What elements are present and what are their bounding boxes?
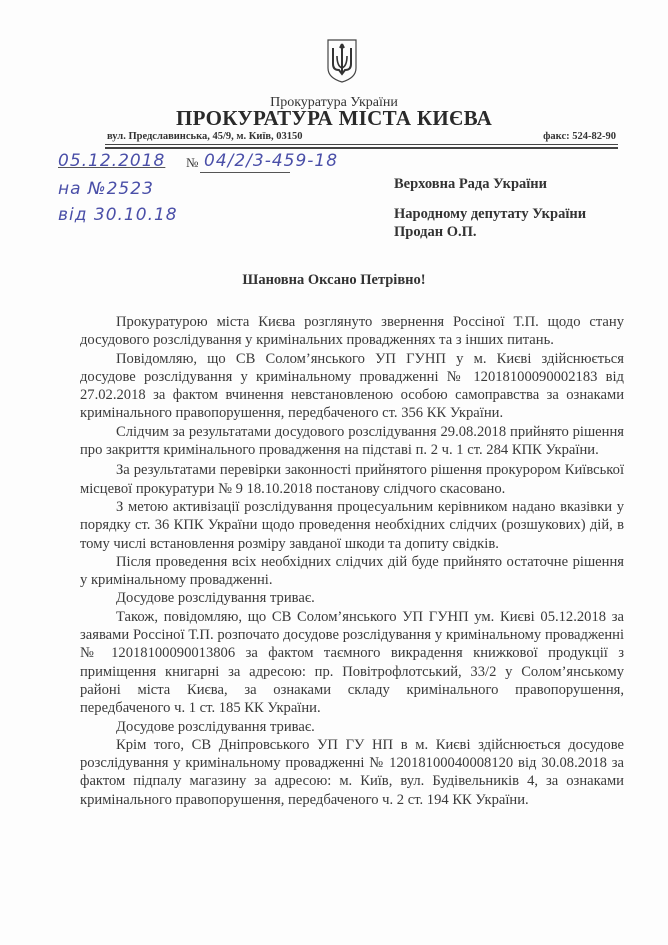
org-subtitle: Прокуратура України (270, 95, 398, 110)
addressee-institution: Верховна Рада України (394, 176, 547, 192)
letter-body (80, 313, 624, 809)
paragraph: Прокуратурою міста Києва розглянуто звернення Россіної Т.П. щодо стану досудового розслідування у кримінальних провадженнях та з інших питань. (80, 314, 624, 349)
paragraph: З метою активізації розслідування процесуальним керівником надано вказівки у порядку ст. 36 КПК України щодо проведення необхідних слідчих (розшукових) дій, в тому числі встановлення розміру завданої шкоди та допиту свідків. (80, 498, 624, 552)
paragraph: Крім того, СВ Дніпровського УП ГУ НП в м. Києві здійснюється досудове розслідування у кримінальному провадженні № 12018100040008120 від 30.08.2018 за фактом підпалу магазину за адресою: м. Київ, вул. Будівельників 4, за ознаками кримінального правопорушення, передбаченого ч. 2 ст. 194 КК України. (80, 736, 624, 808)
header-rule-thick (105, 147, 618, 149)
org-fax: факс: 524-82-90 (543, 131, 616, 142)
ukraine-trident-icon (326, 38, 358, 84)
paragraph: Слідчим за результатами досудового розслідування 29.08.2018 прийнято рішення про закриття кримінального провадження на підставі п. 2 ч. 1 ст. 284 КПК України. (80, 423, 624, 459)
number-label: № (186, 155, 199, 170)
number-underline (200, 172, 290, 173)
org-title: ПРОКУРАТУРА МІСТА КИЄВА (175, 106, 493, 130)
reply-to-number: на №2523 (58, 179, 154, 199)
reply-to-date: від 30.10.18 (58, 205, 178, 225)
outgoing-date: 05.12.2018 (58, 151, 166, 171)
outgoing-number: 04/2/3-459-18 (204, 151, 339, 171)
paragraph: Повідомляю, що СВ Солом’янського УП ГУНП у м. Києві здійснюється досудове розслідування у кримінальному провадженні № 12018100090002183 від 27.02.2018 за фактом вчинення невстановленою особою самоправства за ознаками кримінального правопорушення, передбаченого ст. 356 КК України. (80, 350, 624, 422)
paragraph: За результатами перевірки законності прийнятого рішення прокурором Київської місцевої прокуратури № 9 18.10.2018 постанову слідчого скасовано. (80, 462, 624, 497)
paragraph: Після проведення всіх необхідних слідчих дій буде прийнято остаточне рішення у кримінальному провадженні. (80, 553, 624, 589)
header-rule-thin (105, 144, 618, 145)
addressee-position: Народному депутату України (394, 206, 587, 222)
paragraph: Також, повідомляю, що СВ Солом’янського УП ГУНП ум. Києві 05.12.2018 за заявами Россіної Т.П. розпочато досудове розслідування у кримінальному провадженні № 12018100090013806 за фактом таємного викрадення книжкової продукції з приміщення книгарні за адресою: пр. Повітрофлотський, 33/2 у Солом’янському районі міста Києва, за ознаками складу кримінального правопорушення, передбаченого ч. 1 ст. 185 КК України. (80, 608, 624, 717)
paragraph: Досудове розслідування триває. (116, 590, 315, 607)
paragraph: Досудове розслідування триває. (116, 718, 315, 735)
salutation: Шановна Оксано Петрівно! (242, 272, 426, 288)
org-address: вул. Предславинська, 45/9, м. Київ, 03150 (107, 131, 303, 142)
addressee-name: Продан О.П. (394, 224, 477, 240)
